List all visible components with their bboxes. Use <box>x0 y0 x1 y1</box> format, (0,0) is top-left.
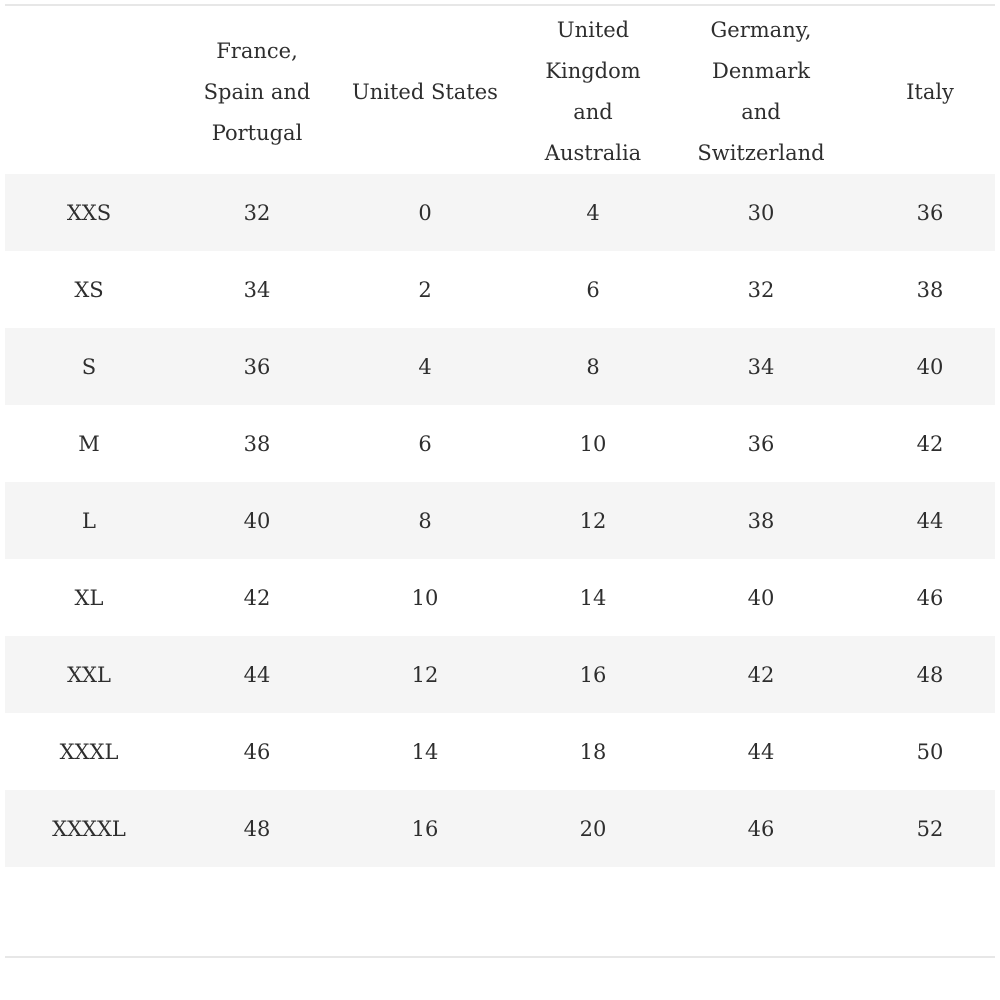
top-divider <box>5 4 995 6</box>
table-row <box>5 482 995 559</box>
column-header-france-spain-portugal: France, Spain and Portugal <box>203 38 311 145</box>
size-value-cell: 4 <box>341 328 509 405</box>
size-value-cell: 4 <box>509 174 677 251</box>
size-value-cell: 38 <box>916 277 944 302</box>
size-label-cell: L <box>5 482 173 559</box>
size-value-cell: 40 <box>173 482 341 559</box>
size-value-cell: 44 <box>173 636 341 713</box>
size-value-cell: 12 <box>509 482 677 559</box>
size-value-cell: 44 <box>845 482 995 559</box>
size-label-cell: XL <box>74 585 104 610</box>
size-value-cell: 14 <box>579 585 607 610</box>
column-header-italy: Italy <box>906 79 954 104</box>
size-table-body <box>5 174 995 867</box>
size-value-cell: 42 <box>916 431 944 456</box>
size-value-cell: 50 <box>916 739 944 764</box>
size-value-cell: 46 <box>243 739 271 764</box>
size-value-cell: 0 <box>341 174 509 251</box>
column-header-uk-australia: United Kingdom and Australia <box>544 18 642 165</box>
header-row <box>5 10 995 174</box>
table-row <box>5 636 995 713</box>
size-value-cell: 48 <box>845 636 995 713</box>
size-value-cell: 14 <box>411 739 439 764</box>
size-label-cell: XS <box>74 277 104 302</box>
table-row <box>5 790 995 867</box>
size-value-cell: 36 <box>845 174 995 251</box>
size-value-cell: 40 <box>747 585 775 610</box>
size-value-cell: 16 <box>509 636 677 713</box>
size-value-cell: 46 <box>677 790 845 867</box>
size-value-cell: 42 <box>677 636 845 713</box>
size-value-cell: 10 <box>579 431 607 456</box>
size-value-cell: 52 <box>845 790 995 867</box>
size-value-cell: 36 <box>747 431 775 456</box>
column-header-united-states: United States <box>352 79 498 104</box>
size-value-cell: 40 <box>845 328 995 405</box>
size-value-cell: 36 <box>173 328 341 405</box>
size-value-cell: 6 <box>586 277 600 302</box>
table-row <box>5 713 995 790</box>
size-value-cell: 8 <box>341 482 509 559</box>
size-label-cell: XXXXL <box>5 790 173 867</box>
size-value-cell: 44 <box>747 739 775 764</box>
size-value-cell: 20 <box>509 790 677 867</box>
table-header <box>5 10 995 174</box>
size-value-cell: 38 <box>677 482 845 559</box>
size-value-cell: 8 <box>509 328 677 405</box>
size-value-cell: 38 <box>243 431 271 456</box>
table-row <box>5 328 995 405</box>
size-value-cell: 6 <box>418 431 432 456</box>
table-row <box>5 174 995 251</box>
size-label-cell: XXL <box>5 636 173 713</box>
size-value-cell: 16 <box>341 790 509 867</box>
bottom-divider <box>5 956 995 958</box>
size-value-cell: 48 <box>173 790 341 867</box>
size-value-cell: 12 <box>341 636 509 713</box>
size-value-cell: 18 <box>579 739 607 764</box>
size-label-cell: S <box>5 328 173 405</box>
size-value-cell: 2 <box>418 277 432 302</box>
column-header-size <box>5 10 173 174</box>
size-value-cell: 46 <box>916 585 944 610</box>
size-value-cell: 34 <box>677 328 845 405</box>
size-value-cell: 32 <box>747 277 775 302</box>
size-value-cell: 32 <box>173 174 341 251</box>
column-header-germany-denmark-switzerland: Germany, Denmark and Switzerland <box>697 18 825 165</box>
table-row <box>5 405 995 482</box>
size-value-cell: 34 <box>243 277 271 302</box>
size-label-cell: XXS <box>5 174 173 251</box>
size-label-cell: XXXL <box>59 739 119 764</box>
table-row <box>5 251 995 328</box>
size-value-cell: 42 <box>243 585 271 610</box>
size-value-cell: 30 <box>677 174 845 251</box>
size-value-cell: 10 <box>411 585 439 610</box>
size-conversion-table <box>5 10 995 867</box>
table-row <box>5 559 995 636</box>
size-label-cell: M <box>78 431 100 456</box>
